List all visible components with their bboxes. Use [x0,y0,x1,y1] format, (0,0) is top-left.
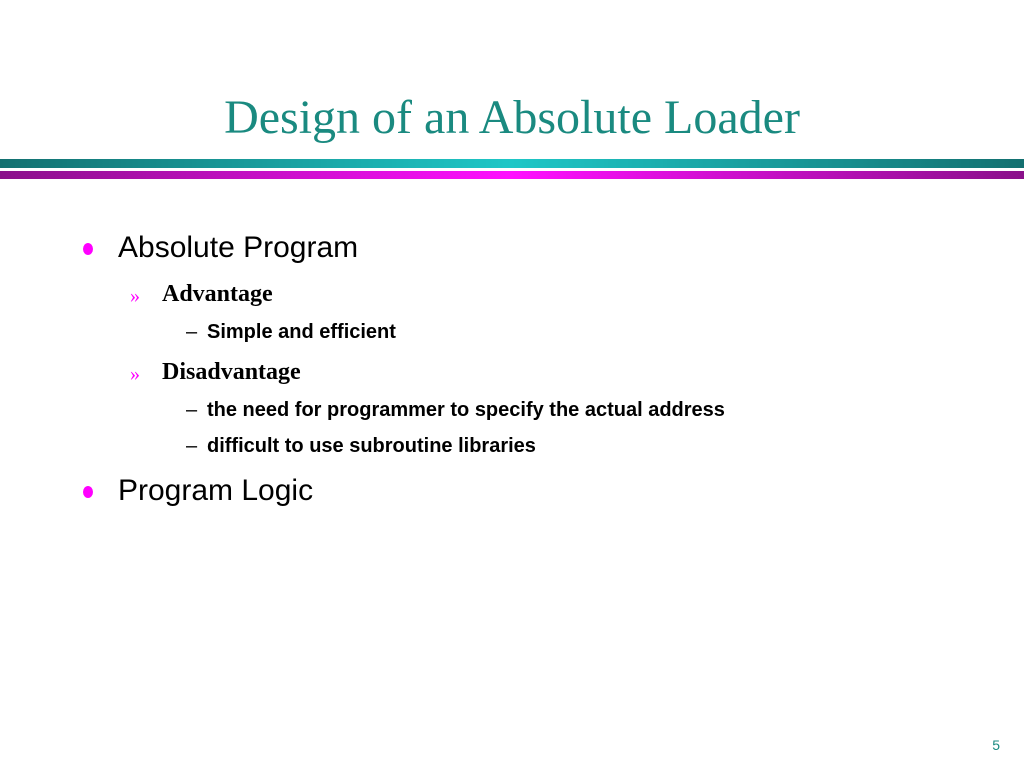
dash-marker-icon: – [186,321,198,343]
subbullet-disadvantage: Disadvantage [162,359,301,385]
item-subroutine-libraries: difficult to use subroutine libraries [207,435,536,457]
chevron-marker-icon: » [130,363,140,385]
page-number: 5 [992,737,1000,753]
bullet-program-logic: Program Logic [118,474,314,507]
title-divider-magenta [0,171,1024,179]
bullet-dot-icon [83,486,93,498]
subbullet-advantage: Advantage [162,281,273,307]
dash-marker-icon: – [186,399,198,421]
bullet-dot-icon [83,243,93,255]
slide-title: Design of an Absolute Loader [224,91,800,144]
bullet-absolute-program: Absolute Program [118,231,359,264]
item-simple-efficient: Simple and efficient [207,321,396,343]
dash-marker-icon: – [186,435,198,457]
chevron-marker-icon: » [130,285,140,307]
title-divider-teal [0,159,1024,168]
item-specify-address: the need for programmer to specify the actual address [207,399,725,421]
